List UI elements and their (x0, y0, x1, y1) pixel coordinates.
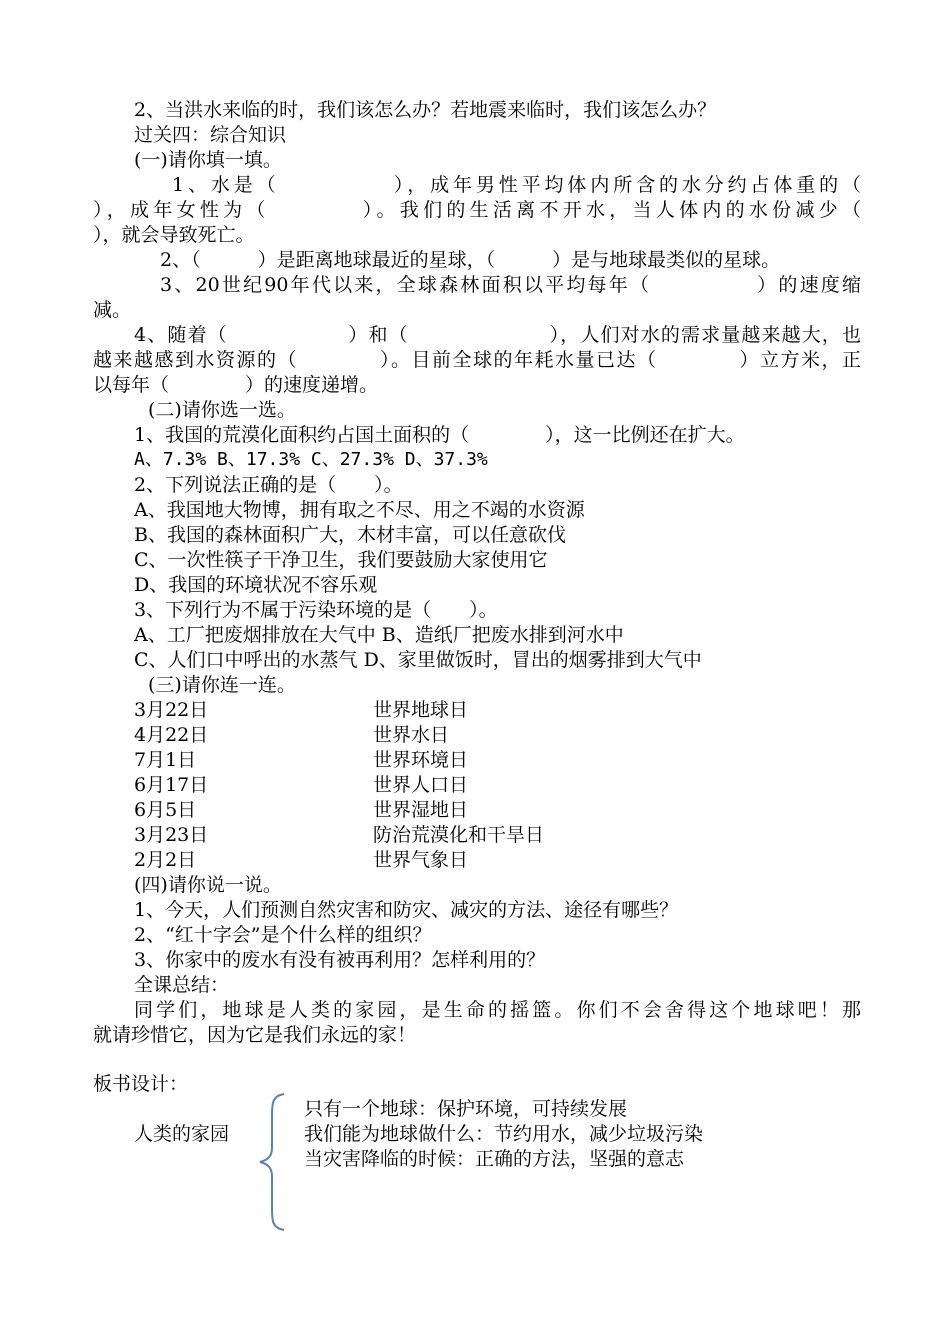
fill-q1-line3: ），就会导致死亡。 (93, 224, 255, 246)
fill-q2: 2、（ ）是距离地球最近的星球，（ ）是与地球最类似的星球。 (160, 249, 781, 271)
fill-q4-line3: 以每年（ ）的速度递增。 (93, 374, 379, 396)
match-event: 世界水日 (373, 724, 450, 746)
match-row (134, 698, 208, 722)
choose-q1-options: A、7.3% B、17.3% C、27.3% D、37.3% (134, 449, 488, 470)
fill-q3-line2: 减。 (93, 299, 132, 321)
talk-q3: 3、你家中的废水有没有被再利用？怎样利用的？ (134, 949, 546, 971)
question-flood-earthquake: 2、当洪水来临的时，我们该怎么办？若地震来临时，我们该怎么办？ (134, 99, 717, 121)
part4-title: 过关四：综合知识 (134, 124, 287, 146)
talk-section-title: (四)请你说一说。 (134, 874, 282, 896)
choose-section-title: (二)请你选一选。 (148, 399, 296, 421)
fill-q3-line1: 3、20世纪90年代以来，全球森林面积以平均每年（ ）的速度缩 (160, 274, 861, 296)
choose-q2-option-a: A、我国地大物博，拥有取之不尽、用之不竭的水资源 (134, 499, 585, 521)
choose-q2-option-b: B、我国的森林面积广大，木材丰富，可以任意砍伐 (134, 524, 566, 546)
match-date: 3月22日 (134, 699, 209, 721)
talk-q1: 1、今天，人们预测自然灾害和防灾、减灾的方法、途径有哪些？ (134, 899, 679, 921)
choose-q1: 1、我国的荒漠化面积约占国土面积的（ ），这一比例还在扩大。 (134, 424, 745, 446)
match-section-title: (三)请你连一连。 (148, 674, 296, 696)
board-item: 只有一个地球：保护环境，可持续发展 (304, 1098, 628, 1120)
match-date: 6月17日 (134, 774, 209, 796)
summary-line1: 同学们，地球是人类的家园，是生命的摇篮。你们不会舍得这个地球吧！那 (134, 999, 861, 1021)
board-topic: 人类的家园 (134, 1123, 230, 1145)
fill-section-title: (一)请你填一填。 (134, 149, 282, 171)
fill-q1-line2: ），成年女性为（ ）。我们的生活离不开水，当人体内的水份减少（ (93, 199, 861, 221)
match-date: 6月5日 (134, 799, 197, 821)
fill-q4-line2: 越来越感到水资源的（ ）。目前全球的年耗水量已达（ ）立方米，正 (93, 349, 861, 371)
choose-q2-option-c: C、一次性筷子干净卫生，我们要鼓励大家使用它 (134, 549, 548, 571)
match-event: 防治荒漠化和干旱日 (373, 824, 545, 846)
match-event: 世界环境日 (373, 749, 469, 771)
match-date: 3月23日 (134, 824, 209, 846)
choose-q3: 3、下列行为不属于污染环境的是（ ）。 (134, 599, 498, 621)
choose-q2-option-d: D、我国的环境状况不容乐观 (134, 574, 378, 596)
talk-q2: 2、“红十字会”是个什么样的组织？ (134, 924, 432, 946)
choose-q3-options-cd: C、人们口中呼出的水蒸气 D、家里做饭时，冒出的烟雾排到大气中 (134, 649, 702, 671)
match-date: 4月22日 (134, 724, 209, 746)
fill-q4-line1: 4、随着（ ）和（ ），人们对水的需求量越来越大，也 (134, 324, 861, 346)
match-event: 世界气象日 (373, 849, 469, 871)
board-item: 我们能为地球做什么：节约用水，减少垃圾污染 (304, 1123, 704, 1145)
match-event: 世界地球日 (373, 699, 469, 721)
board-item: 当灾害降临的时候：正确的方法，坚强的意志 (304, 1148, 685, 1170)
match-date: 7月1日 (134, 749, 197, 771)
match-date: 2月2日 (134, 849, 197, 871)
board-design-title: 板书设计： (93, 1073, 189, 1095)
summary-line2: 就请珍惜它，因为它是我们永远的家！ (93, 1024, 417, 1046)
match-event: 世界湿地日 (373, 799, 469, 821)
choose-q2: 2、下列说法正确的是（ ）。 (134, 474, 403, 496)
summary-title: 全课总结： (134, 974, 230, 996)
match-event: 世界人口日 (373, 774, 469, 796)
curly-brace-icon (254, 1092, 294, 1232)
choose-q3-options-ab: A、工厂把废烟排放在大气中 B、造纸厂把废水排到河水中 (134, 624, 624, 646)
fill-q1-line1: 1、水是（ ），成年男性平均体内所含的水分约占体重的（ (172, 174, 861, 196)
